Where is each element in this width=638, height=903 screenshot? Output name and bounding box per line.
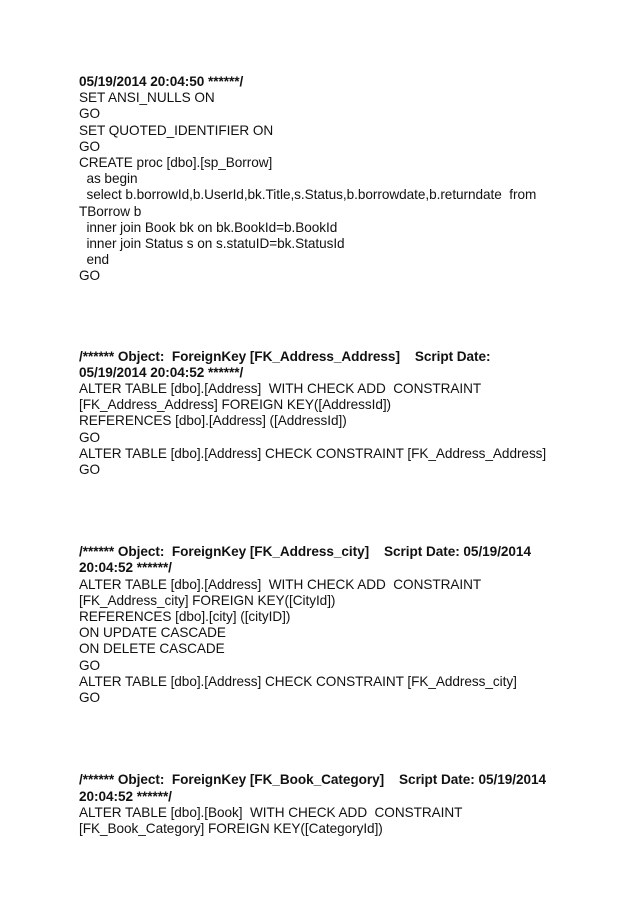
code-line: GO bbox=[79, 429, 101, 445]
code-line: SET ANSI_NULLS ON bbox=[79, 90, 215, 106]
code-line: REFERENCES [dbo].[city] ([cityID]) bbox=[79, 609, 291, 625]
code-line: ALTER TABLE [dbo].[Address] WITH CHECK ADD CONSTRAINT bbox=[79, 381, 482, 397]
code-line: GO bbox=[79, 657, 101, 673]
code-line: [FK_Address_city] FOREIGN KEY([CityId]) bbox=[79, 592, 336, 608]
sp-borrow-block bbox=[79, 74, 579, 285]
code-line: GO bbox=[79, 268, 101, 284]
sql-script-page bbox=[79, 74, 579, 837]
code-line: GO bbox=[79, 690, 101, 706]
code-line: ALTER TABLE [dbo].[Address] CHECK CONSTRAINT [FK_Address_Address] bbox=[79, 445, 547, 461]
code-line: ON UPDATE CASCADE bbox=[79, 625, 226, 641]
code-line: ON DELETE CASCADE bbox=[79, 641, 225, 657]
code-line: SET QUOTED_IDENTIFIER ON bbox=[79, 122, 274, 138]
fk-book-category-block bbox=[79, 772, 579, 837]
block-header-line: 05/19/2014 20:04:52 ******/ bbox=[79, 364, 244, 380]
spacer bbox=[79, 706, 579, 772]
block-header-line: 05/19/2014 20:04:50 ******/ bbox=[79, 74, 244, 89]
fk-address-city-block bbox=[79, 544, 579, 706]
block-header-line: /****** Object: ForeignKey [FK_Book_Category] Script Date: 05/19/2014 bbox=[79, 772, 546, 788]
spacer bbox=[79, 478, 579, 544]
code-line: end bbox=[79, 252, 109, 268]
code-line: ALTER TABLE [dbo].[Book] WITH CHECK ADD CONSTRAINT bbox=[79, 804, 463, 820]
code-line: select b.borrowId,b.UserId,bk.Title,s.Status,b.borrowdate,b.returndate from bbox=[79, 187, 537, 203]
code-line: CREATE proc [dbo].[sp_Borrow] bbox=[79, 155, 273, 171]
code-line: as begin bbox=[79, 171, 138, 187]
code-line: inner join Status s on s.statuID=bk.StatusId bbox=[79, 236, 345, 252]
spacer bbox=[79, 285, 579, 349]
code-line: REFERENCES [dbo].[Address] ([AddressId]) bbox=[79, 413, 347, 429]
block-header-line: /****** Object: ForeignKey [FK_Address_city] Script Date: 05/19/2014 bbox=[79, 544, 531, 560]
code-line: GO bbox=[79, 106, 101, 122]
code-line: GO bbox=[79, 138, 101, 154]
code-line: [FK_Book_Category] FOREIGN KEY([CategoryId]) bbox=[79, 820, 383, 836]
fk-address-address-block bbox=[79, 349, 579, 479]
code-line: TBorrow b bbox=[79, 203, 142, 219]
code-line: [FK_Address_Address] FOREIGN KEY([AddressId]) bbox=[79, 397, 392, 413]
block-header-line: /****** Object: ForeignKey [FK_Address_Address] Script Date: bbox=[79, 348, 491, 364]
code-line: GO bbox=[79, 462, 101, 478]
code-line: ALTER TABLE [dbo].[Address] WITH CHECK ADD CONSTRAINT bbox=[79, 576, 482, 592]
block-header-line: 20:04:52 ******/ bbox=[79, 788, 172, 804]
block-header-line: 20:04:52 ******/ bbox=[79, 560, 172, 576]
code-line: ALTER TABLE [dbo].[Address] CHECK CONSTRAINT [FK_Address_city] bbox=[79, 673, 517, 689]
code-line: inner join Book bk on bk.BookId=b.BookId bbox=[79, 219, 338, 235]
